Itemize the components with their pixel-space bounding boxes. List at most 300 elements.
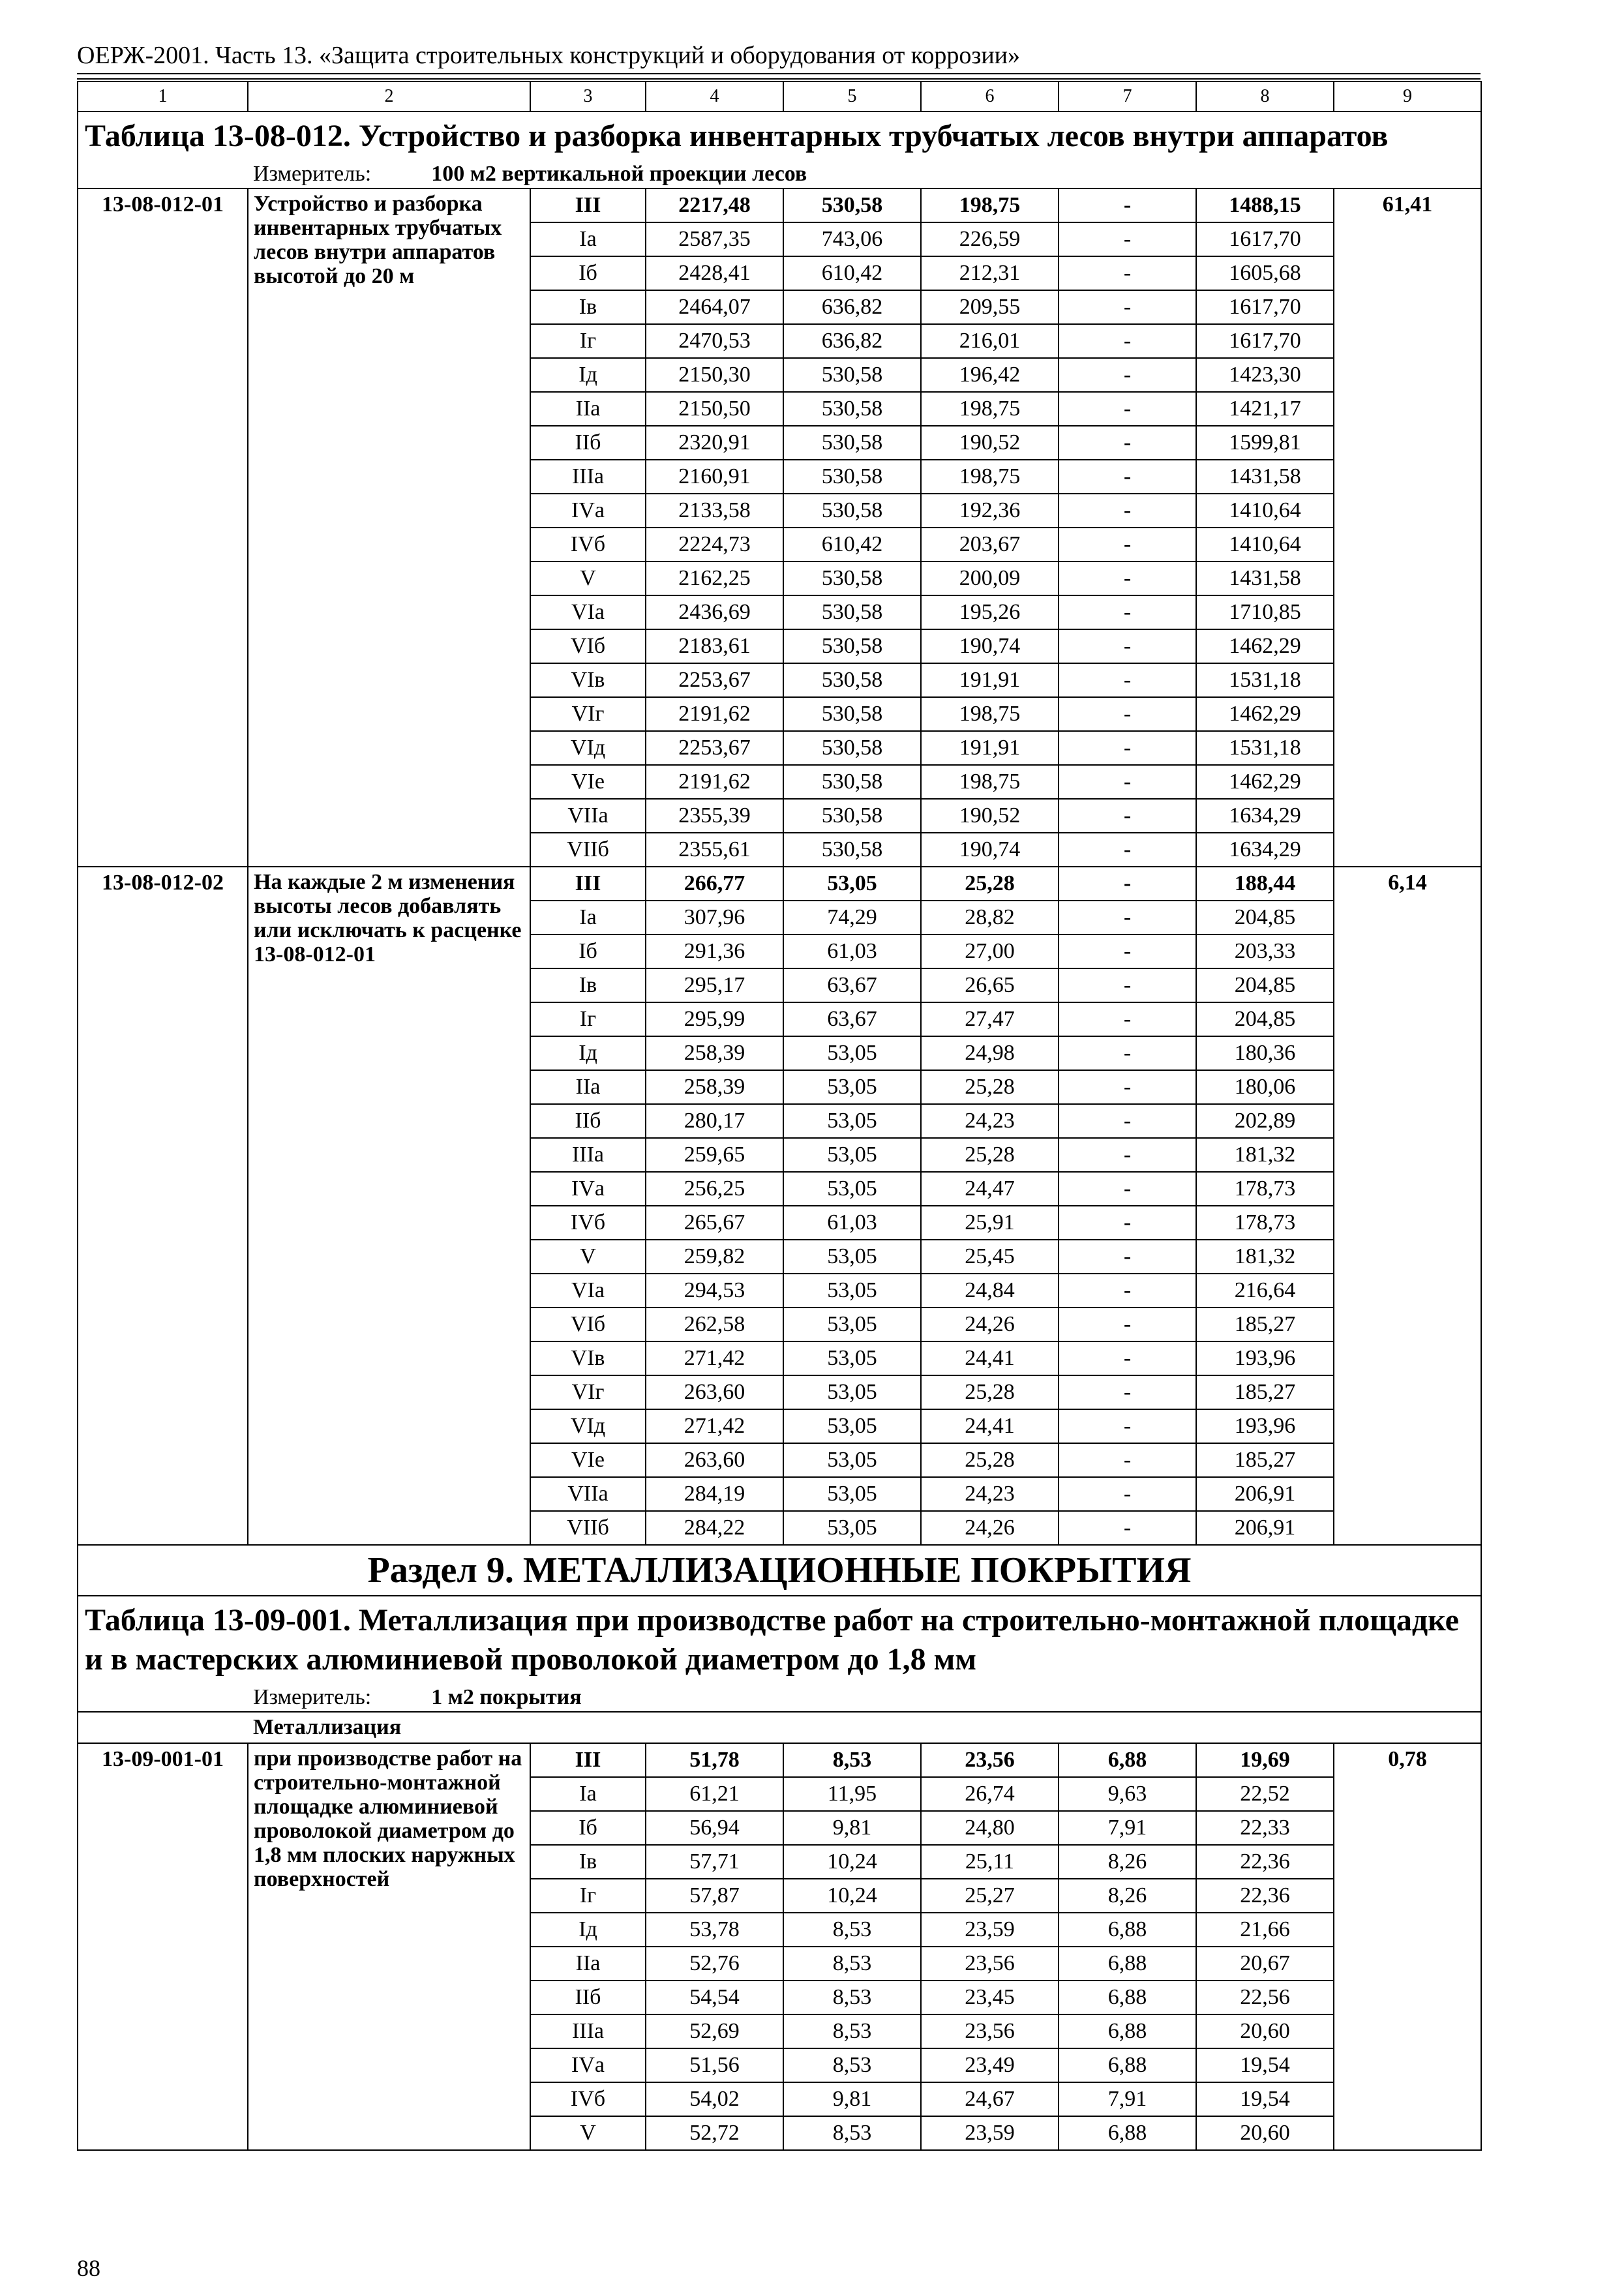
value-cell: - <box>1059 188 1196 222</box>
value-cell: 196,42 <box>921 358 1059 392</box>
value-cell: 53,05 <box>783 1070 921 1104</box>
value-cell: 11,95 <box>783 1777 921 1811</box>
value-cell: 63,67 <box>783 1002 921 1036</box>
value-cell: 28,82 <box>921 901 1059 935</box>
value-cell: - <box>1059 935 1196 968</box>
value-cell: 284,19 <box>646 1477 783 1511</box>
value-cell: 53,05 <box>783 1240 921 1274</box>
value-cell: - <box>1059 426 1196 460</box>
value-cell: 188,44 <box>1196 867 1334 901</box>
subsection-label: Металлизация <box>248 1712 1481 1743</box>
value-cell: 2183,61 <box>646 629 783 663</box>
value-cell: 52,72 <box>646 2116 783 2150</box>
value-cell: 8,53 <box>783 1743 921 1777</box>
value-cell: 294,53 <box>646 1274 783 1308</box>
value-cell: - <box>1059 1172 1196 1206</box>
zone-cell: IVб <box>530 1206 646 1240</box>
zone-cell: IVб <box>530 528 646 561</box>
column-number: 3 <box>530 82 646 112</box>
rate-code: 13-08-012-01 <box>78 188 248 867</box>
value-cell: 1488,15 <box>1196 188 1334 222</box>
zone-cell: VIд <box>530 731 646 765</box>
value-cell: - <box>1059 1240 1196 1274</box>
column-number: 8 <box>1196 82 1334 112</box>
labor-total: 6,14 <box>1334 867 1481 1545</box>
value-cell: - <box>1059 1036 1196 1070</box>
value-cell: 61,03 <box>783 935 921 968</box>
value-cell: 1431,58 <box>1196 460 1334 494</box>
value-cell: 206,91 <box>1196 1511 1334 1545</box>
unit-of-measure <box>248 160 1481 188</box>
value-cell: 24,84 <box>921 1274 1059 1308</box>
value-cell: 6,88 <box>1059 1743 1196 1777</box>
zone-cell: Iв <box>530 1845 646 1879</box>
value-cell: - <box>1059 765 1196 799</box>
value-cell: 204,85 <box>1196 901 1334 935</box>
value-cell: 193,96 <box>1196 1341 1334 1375</box>
value-cell: 53,05 <box>783 867 921 901</box>
value-cell: 6,88 <box>1059 2048 1196 2082</box>
zone-cell: Iв <box>530 290 646 324</box>
value-cell: - <box>1059 494 1196 528</box>
zone-cell: IVа <box>530 494 646 528</box>
value-cell: 7,91 <box>1059 2082 1196 2116</box>
zone-cell: Iд <box>530 1913 646 1947</box>
value-cell: 24,41 <box>921 1341 1059 1375</box>
value-cell: 198,75 <box>921 460 1059 494</box>
value-cell: 19,54 <box>1196 2082 1334 2116</box>
value-cell: 2191,62 <box>646 765 783 799</box>
zone-cell: IIа <box>530 392 646 426</box>
section-row <box>78 1545 1481 1596</box>
table-row <box>78 867 1481 901</box>
zone-cell: IIб <box>530 1104 646 1138</box>
value-cell: 24,47 <box>921 1172 1059 1206</box>
value-cell: 190,74 <box>921 833 1059 867</box>
value-cell: 271,42 <box>646 1341 783 1375</box>
value-cell: 1462,29 <box>1196 697 1334 731</box>
value-cell: 216,01 <box>921 324 1059 358</box>
value-cell: 23,45 <box>921 1981 1059 2014</box>
value-cell: - <box>1059 324 1196 358</box>
value-cell: 24,23 <box>921 1477 1059 1511</box>
value-cell: 9,81 <box>783 1811 921 1845</box>
value-cell: 25,11 <box>921 1845 1059 1879</box>
value-cell: 191,91 <box>921 663 1059 697</box>
value-cell: 1531,18 <box>1196 663 1334 697</box>
value-cell: 22,33 <box>1196 1811 1334 1845</box>
value-cell: 52,69 <box>646 2014 783 2048</box>
value-cell: 530,58 <box>783 833 921 867</box>
value-cell: 53,05 <box>783 1375 921 1409</box>
value-cell: 54,02 <box>646 2082 783 2116</box>
zone-cell: VIе <box>530 765 646 799</box>
value-cell: - <box>1059 1443 1196 1477</box>
value-cell: 9,81 <box>783 2082 921 2116</box>
value-cell: - <box>1059 1375 1196 1409</box>
value-cell: 291,36 <box>646 935 783 968</box>
value-cell: 25,28 <box>921 1375 1059 1409</box>
subsection-spacer <box>78 1712 248 1743</box>
value-cell: - <box>1059 663 1196 697</box>
value-cell: 1599,81 <box>1196 426 1334 460</box>
value-cell: - <box>1059 256 1196 290</box>
value-cell: - <box>1059 1511 1196 1545</box>
value-cell: 259,82 <box>646 1240 783 1274</box>
zone-cell: Iа <box>530 1777 646 1811</box>
zone-cell: VIIб <box>530 1511 646 1545</box>
rate-code: 13-09-001-01 <box>78 1743 248 2150</box>
value-cell: 51,56 <box>646 2048 783 2082</box>
value-cell: 53,05 <box>783 1172 921 1206</box>
value-cell: 8,53 <box>783 2048 921 2082</box>
value-cell: 24,80 <box>921 1811 1059 1845</box>
value-cell: 8,53 <box>783 1981 921 2014</box>
unit-row <box>78 1684 1481 1712</box>
value-cell: 53,05 <box>783 1274 921 1308</box>
unit-label: Измеритель: <box>253 1685 372 1709</box>
value-cell: 61,21 <box>646 1777 783 1811</box>
zone-cell: IIIа <box>530 1138 646 1172</box>
zone-cell: Iд <box>530 358 646 392</box>
value-cell: 1634,29 <box>1196 833 1334 867</box>
value-cell: 2150,50 <box>646 392 783 426</box>
value-cell: 23,59 <box>921 2116 1059 2150</box>
value-cell: 2428,41 <box>646 256 783 290</box>
unit-spacer <box>78 1684 248 1712</box>
value-cell: 271,42 <box>646 1409 783 1443</box>
value-cell: 530,58 <box>783 426 921 460</box>
value-cell: 204,85 <box>1196 968 1334 1002</box>
unit-label: Измеритель: <box>253 162 372 186</box>
value-cell: 295,17 <box>646 968 783 1002</box>
value-cell: 23,56 <box>921 1743 1059 1777</box>
value-cell: 180,36 <box>1196 1036 1334 1070</box>
value-cell: - <box>1059 358 1196 392</box>
value-cell: 185,27 <box>1196 1443 1334 1477</box>
value-cell: 22,52 <box>1196 1777 1334 1811</box>
zone-cell: IVб <box>530 2082 646 2116</box>
value-cell: 180,06 <box>1196 1070 1334 1104</box>
value-cell: 23,59 <box>921 1913 1059 1947</box>
value-cell: - <box>1059 1341 1196 1375</box>
value-cell: - <box>1059 833 1196 867</box>
rate-description: На каждые 2 м изменения высоты лесов добавлять или исключать к расценке 13-08-012-01 <box>248 867 530 1545</box>
value-cell: 178,73 <box>1196 1206 1334 1240</box>
value-cell: 265,67 <box>646 1206 783 1240</box>
value-cell: 191,91 <box>921 731 1059 765</box>
zone-cell: Iд <box>530 1036 646 1070</box>
zone-cell: VIг <box>530 697 646 731</box>
value-cell: 1462,29 <box>1196 629 1334 663</box>
value-cell: 56,94 <box>646 1811 783 1845</box>
zone-cell: Iг <box>530 1879 646 1913</box>
value-cell: 24,26 <box>921 1511 1059 1545</box>
value-cell: 2253,67 <box>646 663 783 697</box>
value-cell: 1605,68 <box>1196 256 1334 290</box>
value-cell: 2355,39 <box>646 799 783 833</box>
value-cell: 22,36 <box>1196 1845 1334 1879</box>
value-cell: - <box>1059 1308 1196 1341</box>
value-cell: 20,60 <box>1196 2116 1334 2150</box>
value-cell: 1410,64 <box>1196 494 1334 528</box>
value-cell: 25,27 <box>921 1879 1059 1913</box>
zone-cell: VIд <box>530 1409 646 1443</box>
value-cell: 23,56 <box>921 1947 1059 1981</box>
value-cell: 1710,85 <box>1196 595 1334 629</box>
value-cell: 2162,25 <box>646 561 783 595</box>
zone-cell: Iб <box>530 935 646 968</box>
value-cell: 27,00 <box>921 935 1059 968</box>
zone-cell: IIа <box>530 1947 646 1981</box>
zone-cell: Iг <box>530 1002 646 1036</box>
zone-cell: VIб <box>530 1308 646 1341</box>
value-cell: 26,74 <box>921 1777 1059 1811</box>
zone-cell: Iб <box>530 256 646 290</box>
value-cell: 6,88 <box>1059 2116 1196 2150</box>
value-cell: 51,78 <box>646 1743 783 1777</box>
value-cell: - <box>1059 392 1196 426</box>
value-cell: 209,55 <box>921 290 1059 324</box>
column-number: 4 <box>646 82 783 112</box>
value-cell: 181,32 <box>1196 1240 1334 1274</box>
table-title-row <box>78 112 1481 160</box>
zone-cell: IIIа <box>530 460 646 494</box>
value-cell: - <box>1059 1070 1196 1104</box>
value-cell: 530,58 <box>783 358 921 392</box>
value-cell: 19,54 <box>1196 2048 1334 2082</box>
value-cell: 202,89 <box>1196 1104 1334 1138</box>
table-title: Таблица 13-08-012. Устройство и разборка инвентарных трубчатых лесов внутри аппаратов <box>78 112 1481 160</box>
value-cell: 530,58 <box>783 799 921 833</box>
value-cell: 57,71 <box>646 1845 783 1879</box>
column-number: 6 <box>921 82 1059 112</box>
value-cell: 10,24 <box>783 1845 921 1879</box>
value-cell: 22,36 <box>1196 1879 1334 1913</box>
value-cell: - <box>1059 901 1196 935</box>
zone-cell: III <box>530 867 646 901</box>
column-number-row <box>78 82 1481 112</box>
value-cell: 192,36 <box>921 494 1059 528</box>
zone-cell: Iа <box>530 901 646 935</box>
zone-cell: IVа <box>530 2048 646 2082</box>
zone-cell: V <box>530 2116 646 2150</box>
value-cell: 53,05 <box>783 1138 921 1172</box>
value-cell: 636,82 <box>783 290 921 324</box>
value-cell: 53,05 <box>783 1409 921 1443</box>
value-cell: 1410,64 <box>1196 528 1334 561</box>
zone-cell: IIIа <box>530 2014 646 2048</box>
value-cell: - <box>1059 629 1196 663</box>
zone-cell: VIв <box>530 1341 646 1375</box>
zone-cell: VIа <box>530 595 646 629</box>
zone-cell: V <box>530 1240 646 1274</box>
value-cell: 636,82 <box>783 324 921 358</box>
value-cell: 1617,70 <box>1196 324 1334 358</box>
value-cell: 263,60 <box>646 1443 783 1477</box>
section-title: Раздел 9. МЕТАЛЛИЗАЦИОННЫЕ ПОКРЫТИЯ <box>78 1545 1481 1596</box>
value-cell: 53,05 <box>783 1104 921 1138</box>
value-cell: 24,67 <box>921 2082 1059 2116</box>
value-cell: - <box>1059 222 1196 256</box>
value-cell: 190,52 <box>921 426 1059 460</box>
value-cell: 2253,67 <box>646 731 783 765</box>
table-row <box>78 188 1481 222</box>
value-cell: 193,96 <box>1196 1409 1334 1443</box>
value-cell: 6,88 <box>1059 1913 1196 1947</box>
value-cell: 25,28 <box>921 1070 1059 1104</box>
zone-cell: Iа <box>530 222 646 256</box>
value-cell: - <box>1059 1477 1196 1511</box>
value-cell: 200,09 <box>921 561 1059 595</box>
column-number: 9 <box>1334 82 1481 112</box>
page-header: ОЕРЖ-2001. Часть 13. «Защита строительных конструкций и оборудования от коррозии» <box>77 42 1021 69</box>
value-cell: 190,52 <box>921 799 1059 833</box>
value-cell: 2160,91 <box>646 460 783 494</box>
value-cell: 53,05 <box>783 1036 921 1070</box>
value-cell: 1531,18 <box>1196 731 1334 765</box>
value-cell: 24,41 <box>921 1409 1059 1443</box>
value-cell: 2133,58 <box>646 494 783 528</box>
value-cell: 25,28 <box>921 867 1059 901</box>
value-cell: 25,28 <box>921 1138 1059 1172</box>
value-cell: 2217,48 <box>646 188 783 222</box>
value-cell: 195,26 <box>921 595 1059 629</box>
value-cell: 610,42 <box>783 528 921 561</box>
value-cell: 530,58 <box>783 561 921 595</box>
zone-cell: III <box>530 188 646 222</box>
value-cell: 1423,30 <box>1196 358 1334 392</box>
zone-cell: V <box>530 561 646 595</box>
value-cell: 52,76 <box>646 1947 783 1981</box>
value-cell: 263,60 <box>646 1375 783 1409</box>
value-cell: 530,58 <box>783 460 921 494</box>
value-cell: 216,64 <box>1196 1274 1334 1308</box>
zone-cell: VIб <box>530 629 646 663</box>
zone-cell: IIа <box>530 1070 646 1104</box>
value-cell: 212,31 <box>921 256 1059 290</box>
value-cell: 2224,73 <box>646 528 783 561</box>
value-cell: 2470,53 <box>646 324 783 358</box>
value-cell: - <box>1059 1002 1196 1036</box>
value-cell: 54,54 <box>646 1981 783 2014</box>
value-cell: 10,24 <box>783 1879 921 1913</box>
zone-cell: IIб <box>530 426 646 460</box>
value-cell: 8,53 <box>783 2014 921 2048</box>
table-title-row <box>78 1596 1481 1684</box>
value-cell: 1431,58 <box>1196 561 1334 595</box>
value-cell: 2587,35 <box>646 222 783 256</box>
value-cell: 57,87 <box>646 1879 783 1913</box>
value-cell: 1617,70 <box>1196 290 1334 324</box>
value-cell: 530,58 <box>783 697 921 731</box>
zone-cell: VIIа <box>530 799 646 833</box>
value-cell: - <box>1059 731 1196 765</box>
value-cell: 1634,29 <box>1196 799 1334 833</box>
table-title: Таблица 13-09-001. Металлизация при производстве работ на строительно-монтажной площадке и в мастерских алюминиевой проволокой диаметром до 1,8 мм <box>78 1596 1481 1684</box>
value-cell: 19,69 <box>1196 1743 1334 1777</box>
value-cell: 7,91 <box>1059 1811 1196 1845</box>
value-cell: 530,58 <box>783 392 921 426</box>
value-cell: - <box>1059 1274 1196 1308</box>
value-cell: 530,58 <box>783 765 921 799</box>
value-cell: - <box>1059 1409 1196 1443</box>
zone-cell: VIIа <box>530 1477 646 1511</box>
value-cell: - <box>1059 968 1196 1002</box>
column-number: 7 <box>1059 82 1196 112</box>
value-cell: 530,58 <box>783 188 921 222</box>
value-cell: 53,05 <box>783 1511 921 1545</box>
value-cell: 25,28 <box>921 1443 1059 1477</box>
page-number: 88 <box>77 2255 100 2281</box>
unit-spacer <box>78 160 248 188</box>
zone-cell: VIа <box>530 1274 646 1308</box>
value-cell: 2436,69 <box>646 595 783 629</box>
zone-cell: Iв <box>530 968 646 1002</box>
value-cell: 203,33 <box>1196 935 1334 968</box>
value-cell: 24,26 <box>921 1308 1059 1341</box>
value-cell: - <box>1059 867 1196 901</box>
unit-row <box>78 160 1481 188</box>
value-cell: 22,56 <box>1196 1981 1334 2014</box>
value-cell: 1617,70 <box>1196 222 1334 256</box>
value-cell: 1462,29 <box>1196 765 1334 799</box>
value-cell: 53,05 <box>783 1308 921 1341</box>
value-cell: - <box>1059 1138 1196 1172</box>
value-cell: 8,26 <box>1059 1845 1196 1879</box>
value-cell: 256,25 <box>646 1172 783 1206</box>
zone-cell: Iб <box>530 1811 646 1845</box>
value-cell: 178,73 <box>1196 1172 1334 1206</box>
value-cell: - <box>1059 799 1196 833</box>
value-cell: 259,65 <box>646 1138 783 1172</box>
value-cell: 2150,30 <box>646 358 783 392</box>
value-cell: 530,58 <box>783 663 921 697</box>
value-cell: 2464,07 <box>646 290 783 324</box>
value-cell: 185,27 <box>1196 1308 1334 1341</box>
value-cell: 530,58 <box>783 629 921 663</box>
value-cell: 203,67 <box>921 528 1059 561</box>
value-cell: 6,88 <box>1059 1947 1196 1981</box>
value-cell: 53,78 <box>646 1913 783 1947</box>
zone-cell: IVа <box>530 1172 646 1206</box>
value-cell: 1421,17 <box>1196 392 1334 426</box>
value-cell: 25,45 <box>921 1240 1059 1274</box>
value-cell: 181,32 <box>1196 1138 1334 1172</box>
zone-cell: III <box>530 1743 646 1777</box>
value-cell: - <box>1059 697 1196 731</box>
value-cell: 8,53 <box>783 1947 921 1981</box>
value-cell: 204,85 <box>1196 1002 1334 1036</box>
rate-description: Устройство и разборка инвентарных трубчатых лесов внутри аппаратов высотой до 20 м <box>248 188 530 867</box>
value-cell: 26,65 <box>921 968 1059 1002</box>
rate-description: при производстве работ на строительно-монтажной площадке алюминиевой проволокой диаметром до 1,8 мм плоских наружных поверхностей <box>248 1743 530 2150</box>
value-cell: 284,22 <box>646 1511 783 1545</box>
value-cell: 6,88 <box>1059 1981 1196 2014</box>
value-cell: 206,91 <box>1196 1477 1334 1511</box>
unit-value: 100 м2 вертикальной проекции лесов <box>431 162 807 186</box>
value-cell: 295,99 <box>646 1002 783 1036</box>
table-body <box>78 82 1481 2150</box>
value-cell: 74,29 <box>783 901 921 935</box>
column-number: 1 <box>78 82 248 112</box>
value-cell: 190,74 <box>921 629 1059 663</box>
column-number: 5 <box>783 82 921 112</box>
value-cell: 185,27 <box>1196 1375 1334 1409</box>
labor-total: 0,78 <box>1334 1743 1481 2150</box>
subsection-row <box>78 1712 1481 1743</box>
value-cell: 266,77 <box>646 867 783 901</box>
